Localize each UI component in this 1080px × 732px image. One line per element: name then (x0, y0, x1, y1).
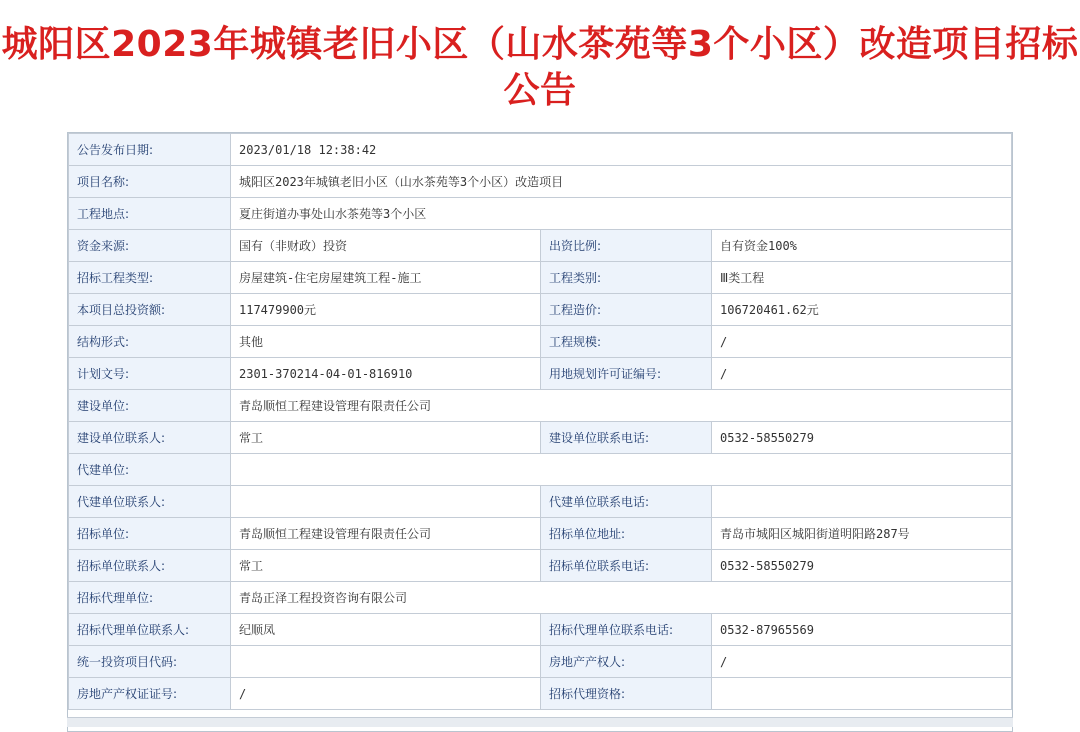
field-value: 117479900元 (231, 294, 541, 326)
field-label: 建设单位: (69, 390, 231, 422)
field-label: 招标单位地址: (541, 518, 712, 550)
table-row (69, 550, 1012, 582)
field-value: 其他 (231, 326, 541, 358)
page-title: 城阳区2023年城镇老旧小区（山水茶苑等3个小区）改造项目招标公告 (1, 24, 1079, 111)
field-value: 自有资金100% (712, 230, 1012, 262)
field-label: 工程地点: (69, 198, 231, 230)
field-label: 招标代理单位联系人: (69, 614, 231, 646)
field-value: 城阳区2023年城镇老旧小区（山水茶苑等3个小区）改造项目 (231, 166, 1012, 198)
field-value: 0532-58550279 (712, 550, 1012, 582)
field-value: 青岛正泽工程投资咨询有限公司 (231, 582, 1012, 614)
field-value: 106720461.62元 (712, 294, 1012, 326)
field-label: 招标单位: (69, 518, 231, 550)
field-value: Ⅲ类工程 (712, 262, 1012, 294)
field-value: 青岛市城阳区城阳街道明阳路287号 (712, 518, 1012, 550)
table-row (69, 486, 1012, 518)
field-label: 代建单位联系电话: (541, 486, 712, 518)
field-value: 2301-370214-04-01-816910 (231, 358, 541, 390)
field-label: 出资比例: (541, 230, 712, 262)
field-value: 国有（非财政）投资 (231, 230, 541, 262)
field-label: 建设单位联系人: (69, 422, 231, 454)
field-label: 招标工程类型: (69, 262, 231, 294)
table-row (69, 390, 1012, 422)
field-value: 常工 (231, 422, 541, 454)
field-label: 建设单位联系电话: (541, 422, 712, 454)
field-label: 房地产产权证证号: (69, 678, 231, 710)
field-value (231, 646, 541, 678)
field-value: 青岛顺恒工程建设管理有限责任公司 (231, 518, 541, 550)
field-label: 工程类别: (541, 262, 712, 294)
field-label: 项目名称: (69, 166, 231, 198)
table-row (69, 358, 1012, 390)
field-label: 统一投资项目代码: (69, 646, 231, 678)
field-value: 房屋建筑-住宅房屋建筑工程-施工 (231, 262, 541, 294)
announcement-info-table-container (67, 132, 1013, 732)
field-value: 夏庄街道办事处山水茶苑等3个小区 (231, 198, 1012, 230)
table-row (69, 134, 1012, 166)
field-label: 代建单位联系人: (69, 486, 231, 518)
field-label: 代建单位: (69, 454, 231, 486)
field-value: 常工 (231, 550, 541, 582)
field-value: 青岛顺恒工程建设管理有限责任公司 (231, 390, 1012, 422)
field-value (712, 678, 1012, 710)
field-value: 纪顺凤 (231, 614, 541, 646)
field-label: 招标代理资格: (541, 678, 712, 710)
field-label: 工程规模: (541, 326, 712, 358)
table-row (69, 678, 1012, 710)
field-label: 计划文号: (69, 358, 231, 390)
table-row (69, 230, 1012, 262)
field-value: / (231, 678, 541, 710)
table-row (69, 262, 1012, 294)
field-label: 本项目总投资额: (69, 294, 231, 326)
table-row (69, 646, 1012, 678)
field-label: 资金来源: (69, 230, 231, 262)
field-label: 招标单位联系电话: (541, 550, 712, 582)
field-value: 2023/01/18 12:38:42 (231, 134, 1012, 166)
info-table-body (69, 134, 1012, 710)
table-row (69, 582, 1012, 614)
field-value: / (712, 646, 1012, 678)
table-row (69, 294, 1012, 326)
field-value: / (712, 326, 1012, 358)
table-row (69, 198, 1012, 230)
field-label: 结构形式: (69, 326, 231, 358)
field-value (231, 486, 541, 518)
table-row (69, 422, 1012, 454)
field-value (231, 454, 1012, 486)
announcement-info-table (68, 133, 1012, 710)
field-value: 0532-87965569 (712, 614, 1012, 646)
field-value: 0532-58550279 (712, 422, 1012, 454)
field-label: 用地规划许可证编号: (541, 358, 712, 390)
field-label: 房地产产权人: (541, 646, 712, 678)
table-row (69, 614, 1012, 646)
table-row (69, 326, 1012, 358)
table-row (69, 166, 1012, 198)
field-label: 招标单位联系人: (69, 550, 231, 582)
field-label: 招标代理单位: (69, 582, 231, 614)
table-row (69, 454, 1012, 486)
field-label: 工程造价: (541, 294, 712, 326)
field-label: 招标代理单位联系电话: (541, 614, 712, 646)
table-row (69, 518, 1012, 550)
field-value (712, 486, 1012, 518)
field-label: 公告发布日期: (69, 134, 231, 166)
field-value: / (712, 358, 1012, 390)
